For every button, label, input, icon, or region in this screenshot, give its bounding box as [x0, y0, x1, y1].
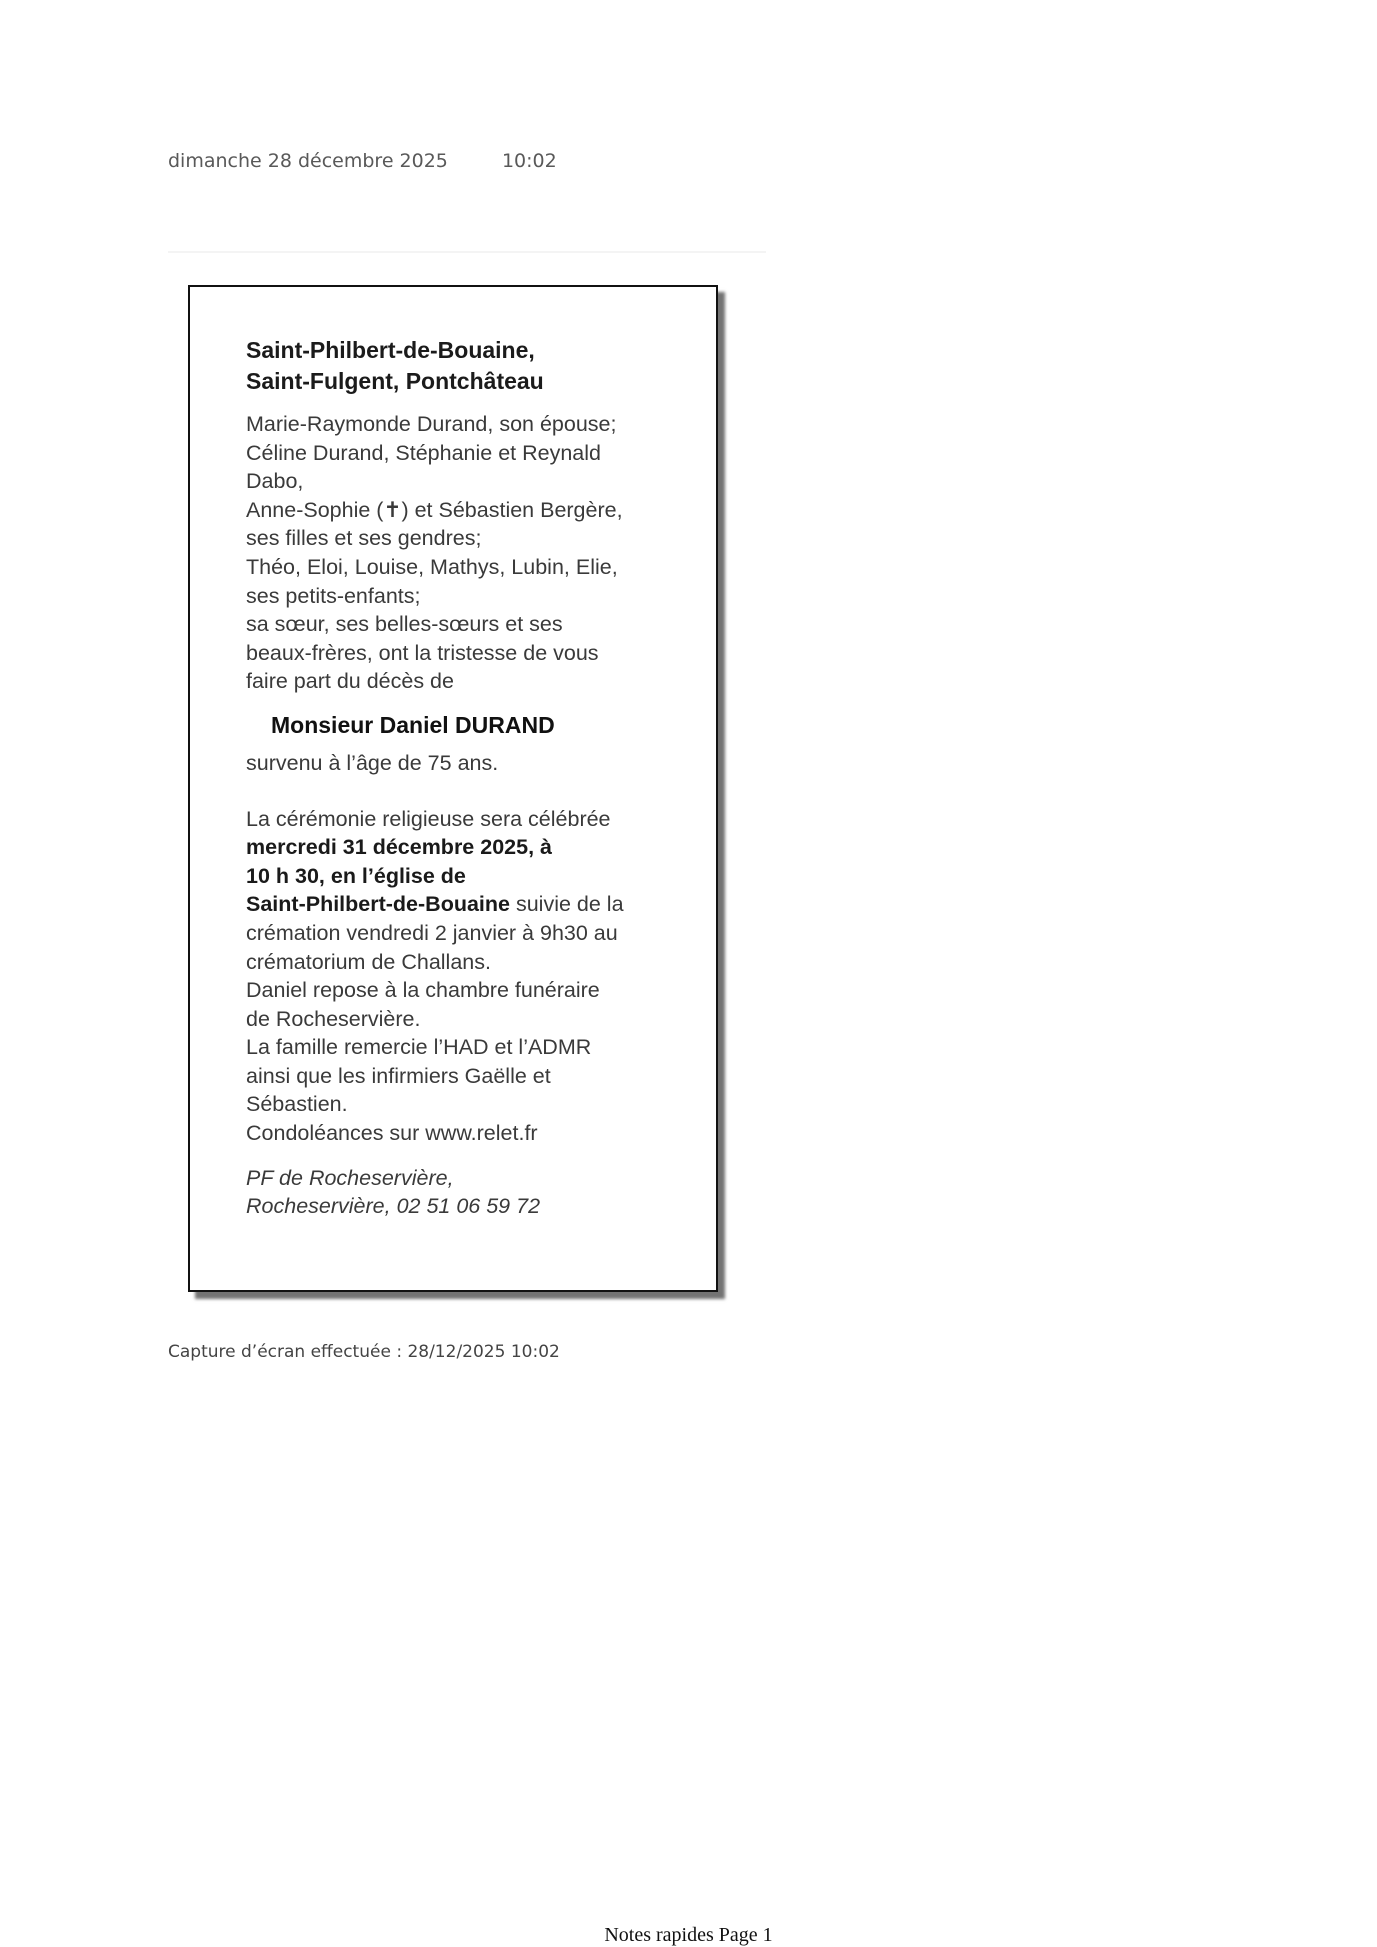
headline-line: Saint-Philbert-de-Bouaine,	[246, 337, 535, 363]
family-line: Céline Durand, Stéphanie et Reynald	[246, 440, 601, 465]
obituary-card	[188, 285, 718, 1292]
ceremony-line: La famille remercie l’HAD et l’ADMR	[246, 1035, 592, 1060]
funeral-home-line: Rocheservière, 02 51 06 59 72	[246, 1194, 541, 1219]
screenshot-caption: Capture d’écran effectuée : 28/12/2025 10:02	[168, 1342, 560, 1362]
family-line: ses petits-enfants;	[246, 583, 421, 608]
ceremony-continuation: suivie de la	[509, 892, 624, 917]
headline-line: Saint-Fulgent, Pontchâteau	[246, 368, 544, 394]
ceremony-details	[246, 805, 686, 1148]
family-line: Théo, Eloi, Louise, Mathys, Lubin, Elie,	[246, 554, 618, 579]
age-line: survenu à l’âge de 75 ans.	[246, 750, 499, 775]
ceremony-church: Saint-Philbert-de-Bouaine	[246, 892, 510, 917]
family-list	[246, 410, 686, 696]
family-line: Marie-Raymonde Durand, son épouse;	[246, 412, 617, 436]
header-divider	[168, 251, 766, 253]
note-time: 10:02	[501, 150, 557, 172]
ceremony-line: crématorium de Challans.	[246, 949, 491, 974]
ceremony-time: 10 h 30, en l’église de	[246, 863, 466, 888]
condolences-line: Condoléances sur www.relet.fr	[246, 1121, 538, 1146]
ceremony-line: crémation vendredi 2 janvier à 9h30 au	[246, 920, 618, 945]
family-line: Dabo,	[246, 469, 304, 494]
ceremony-line: de Rocheservière.	[246, 1006, 421, 1031]
family-line: sa sœur, ses belles-sœurs et ses	[246, 612, 563, 637]
ceremony-line: Sébastien.	[246, 1092, 348, 1117]
funeral-home	[246, 1164, 686, 1221]
ceremony-line: Daniel repose à la chambre funéraire	[246, 978, 600, 1003]
family-line: ses filles et ses gendres;	[246, 526, 482, 551]
family-line: faire part du décès de	[246, 669, 454, 694]
page-footer: Notes rapides Page 1	[604, 1924, 773, 1946]
note-date: dimanche 28 décembre 2025	[168, 150, 448, 172]
ceremony-date: mercredi 31 décembre 2025, à	[246, 835, 552, 860]
note-header	[168, 150, 557, 172]
obituary-headline	[246, 335, 686, 397]
ceremony-line: ainsi que les infirmiers Gaëlle et	[246, 1063, 551, 1088]
funeral-home-line: PF de Rocheservière,	[246, 1165, 454, 1190]
family-line: Anne-Sophie (✝) et Sébastien Bergère,	[246, 497, 623, 522]
family-line: beaux-frères, ont la tristesse de vous	[246, 640, 599, 665]
deceased-name: Monsieur Daniel DURAND	[271, 711, 555, 738]
obituary-content	[246, 335, 686, 1221]
ceremony-intro: La cérémonie religieuse sera célébrée	[246, 806, 611, 831]
